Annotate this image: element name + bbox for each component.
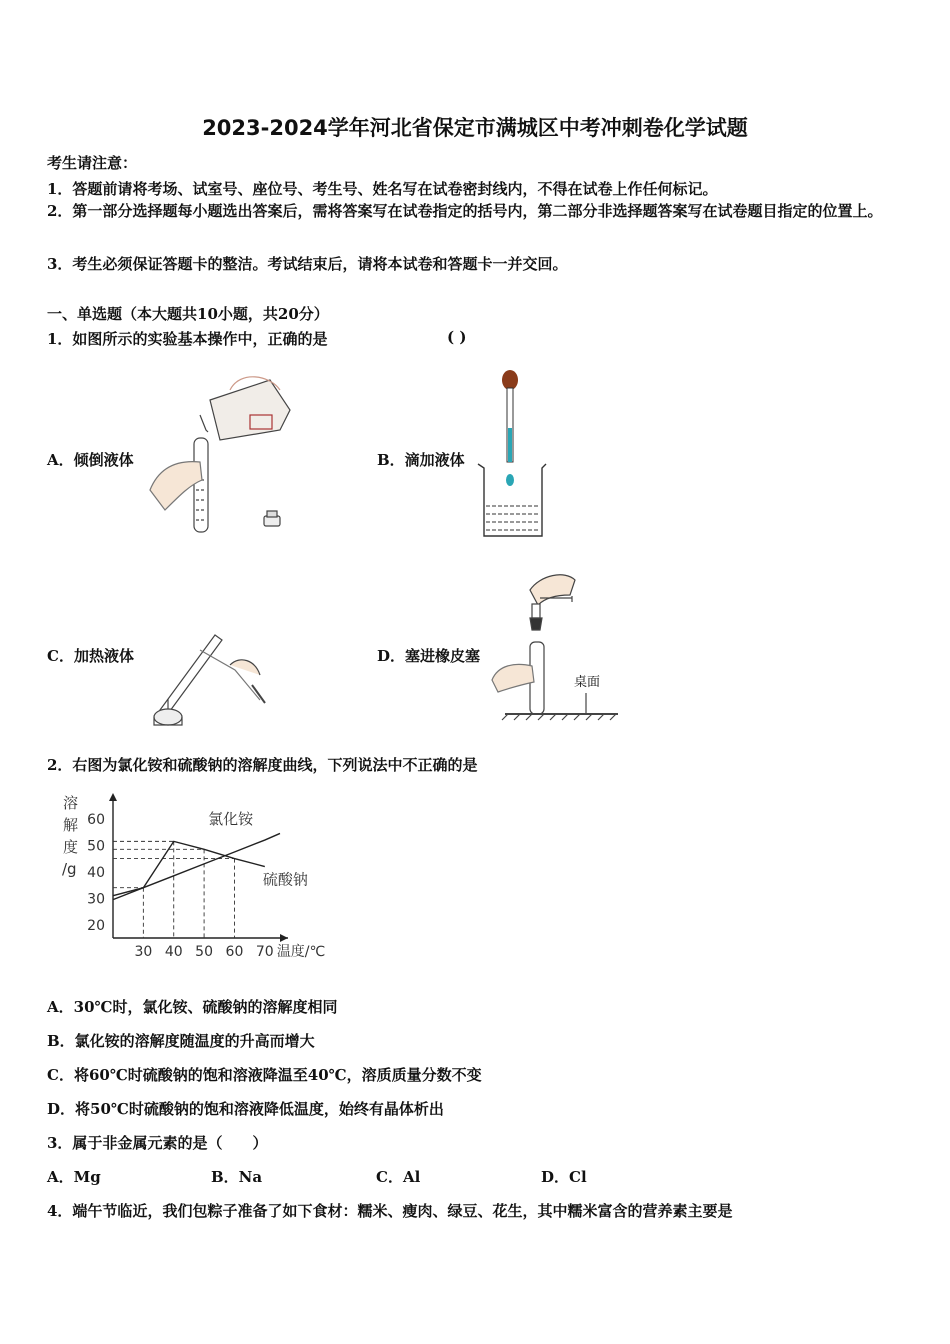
- q1-answer-bracket: ( ): [447, 328, 467, 346]
- q3-option-b: B．Na: [211, 1168, 263, 1186]
- y-tick-label: 30: [87, 891, 105, 908]
- notice-heading: 考生请注意：: [47, 154, 138, 172]
- series-label: 氯化铵: [208, 810, 254, 829]
- x-tick-label: 40: [164, 944, 183, 960]
- x-tick-label: 30: [134, 944, 153, 960]
- notice-item-3: 3．考生必须保证答题卡的整洁。考试结束后，请将本试卷和答题卡一并交回。: [47, 255, 568, 273]
- q2-option-c: C．将60℃时硫酸钠的饱和溶液降温至40℃，溶质质量分数不变: [47, 1066, 482, 1084]
- q1-option-d: D．塞进橡皮塞: [377, 647, 481, 665]
- pouring-liquid-figure: [140, 370, 300, 540]
- heating-liquid-figure: [140, 625, 270, 735]
- notice-item-2: 2．第一部分选择题每小题选出答案后，需将答案写在试卷指定的括号内，第二部分非选择题答案写在试卷题目指定的位置上。: [47, 202, 883, 220]
- q1-option-b: B．滴加液体: [377, 451, 465, 469]
- x-axis-label: 温度/℃: [276, 944, 326, 960]
- inserting-stopper-figure: [490, 570, 620, 720]
- y-axis-label-char: 度: [63, 838, 79, 856]
- q3-stem: 3．属于非金属元素的是（ ）: [47, 1134, 268, 1152]
- q3-option-a: A．Mg: [47, 1168, 101, 1186]
- y-axis-label-char: 解: [63, 816, 79, 834]
- q3-option-c: C．Al: [376, 1168, 421, 1186]
- q1-stem: 1．如图所示的实验基本操作中，正确的是: [47, 330, 328, 348]
- y-tick-label: 40: [87, 864, 105, 881]
- x-tick-label: 60: [225, 944, 244, 960]
- solubility-curve-chart: [55, 788, 326, 968]
- y-tick-label: 20: [87, 917, 105, 934]
- section-heading: 一、单选题（本大题共10小题，共20分）: [47, 305, 329, 323]
- y-tick-label: 50: [87, 838, 105, 855]
- x-axis-arrow: [280, 934, 288, 942]
- q4-stem: 4．端午节临近，我们包粽子准备了如下食材：糯米、瘦肉、绿豆、花生，其中糯米富含的营养素主要是: [47, 1202, 733, 1220]
- dropping-liquid-figure: [470, 368, 550, 543]
- x-tick-label: 50: [195, 944, 214, 960]
- q2-stem: 2．右图为氯化铵和硫酸钠的溶解度曲线，下列说法中不正确的是: [47, 756, 478, 774]
- q2-option-a: A．30℃时，氯化铵、硫酸钠的溶解度相同: [47, 998, 338, 1016]
- q3-option-d: D．Cl: [541, 1168, 587, 1186]
- notice-item-1: 1．答题前请将考场、试室号、座位号、考生号、姓名写在试卷密封线内，不得在试卷上作任何标记。: [47, 180, 718, 198]
- series-label: 硫酸钠: [262, 870, 308, 889]
- q1-option-a: A．倾倒液体: [47, 451, 134, 469]
- x-tick-label: 70: [255, 944, 274, 960]
- y-axis-label-char: /g: [62, 860, 77, 878]
- y-tick-label: 60: [87, 811, 105, 828]
- q2-option-d: D．将50℃时硫酸钠的饱和溶液降低温度，始终有晶体析出: [47, 1100, 444, 1118]
- y-axis-label-char: 溶: [63, 794, 79, 812]
- desk-label: 桌面: [574, 675, 601, 690]
- q1-option-c: C．加热液体: [47, 647, 134, 665]
- y-axis-arrow: [109, 793, 117, 801]
- page-title: 2023-2024学年河北省保定市满城区中考冲刺卷化学试题: [202, 116, 748, 140]
- q2-option-b: B．氯化铵的溶解度随温度的升高而增大: [47, 1032, 315, 1050]
